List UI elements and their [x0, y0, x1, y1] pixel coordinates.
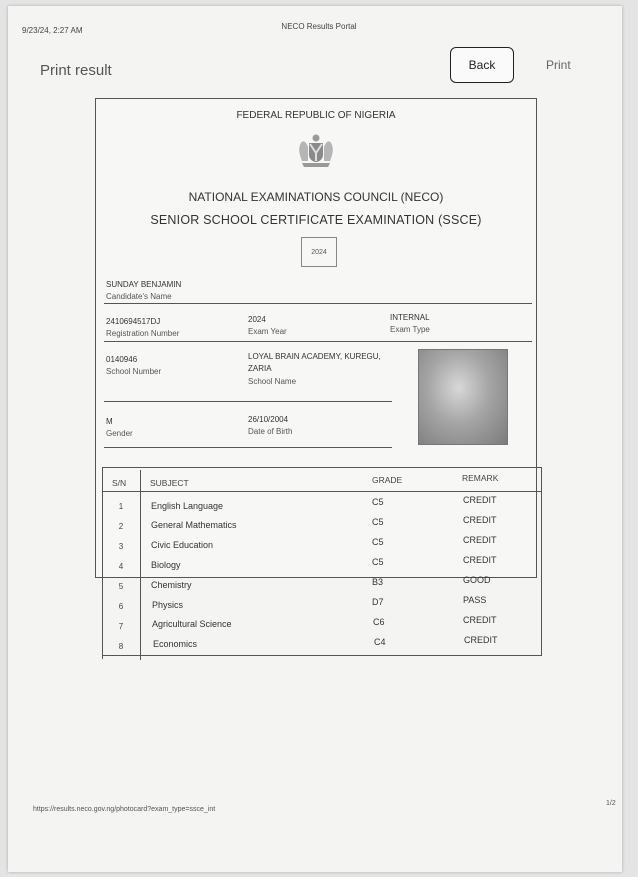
footer-url: https://results.neco.gov.ng/photocard?exam_type=ssce_int [33, 806, 216, 813]
row-subject: Civic Education [151, 540, 214, 550]
federal-republic-heading: FEDERAL REPUBLIC OF NIGERIA [236, 110, 396, 121]
row-grade: C5 [372, 557, 384, 567]
school-number-label: School Number [106, 367, 162, 376]
header-sn: S/N [112, 478, 127, 488]
school-name-line2: ZARIA [248, 364, 272, 373]
exam-year-badge: 2024 [301, 237, 337, 267]
registration-number-label: Registration Number [106, 329, 180, 338]
row-remark: CREDIT [463, 515, 497, 525]
row-grade: C5 [372, 537, 384, 547]
gender-label: Gender [106, 429, 133, 438]
registration-number: 2410694517DJ [106, 317, 161, 326]
row-sn: 1 [118, 502, 124, 511]
row-grade: C5 [372, 497, 384, 507]
row-subject: Physics [152, 600, 184, 610]
row-remark: CREDIT [463, 615, 497, 625]
divider-line [104, 401, 392, 402]
table-left-border [102, 467, 103, 659]
divider-line [104, 447, 392, 448]
exam-year-label: Exam Year [248, 327, 287, 336]
row-grade: B3 [372, 577, 384, 587]
row-grade: C5 [372, 517, 384, 527]
row-sn: 4 [118, 562, 124, 571]
header-grade: GRADE [372, 475, 403, 485]
council-heading: NATIONAL EXAMINATIONS COUNCIL (NECO) [188, 190, 444, 204]
table-header-line [102, 491, 542, 492]
exam-type-label: Exam Type [390, 325, 430, 334]
row-subject: English Language [151, 501, 224, 511]
candidate-photo [418, 349, 508, 445]
row-remark: CREDIT [463, 495, 497, 505]
row-sn: 8 [118, 642, 124, 651]
row-remark: CREDIT [464, 635, 498, 645]
row-sn: 7 [118, 622, 124, 631]
divider-line [104, 341, 532, 342]
row-sn: 2 [118, 522, 124, 531]
exam-heading: SENIOR SCHOOL CERTIFICATE EXAMINATION (SSCE) [150, 213, 482, 227]
candidate-name-label: Candidate's Name [106, 292, 172, 301]
school-name-label: School Name [248, 377, 297, 386]
row-remark: GOOD [463, 575, 491, 585]
row-grade: C6 [373, 617, 385, 627]
row-remark: CREDIT [463, 535, 497, 545]
row-sn: 5 [118, 582, 124, 591]
print-page-title: NECO Results Portal [281, 22, 357, 31]
row-subject: General Mathematics [151, 520, 237, 530]
school-number: 0140946 [106, 355, 138, 364]
print-button[interactable]: Print [546, 58, 571, 72]
date-of-birth-label: Date of Birth [248, 427, 293, 436]
footer-page-number: 1/2 [606, 800, 616, 807]
exam-type: INTERNAL [390, 313, 430, 322]
table-top-line [102, 467, 542, 468]
coat-of-arms-icon [296, 133, 336, 169]
row-remark: CREDIT [463, 555, 497, 565]
header-remark: REMARK [462, 473, 499, 483]
row-subject: Agricultural Science [152, 619, 232, 629]
sn-column-divider [140, 470, 141, 660]
row-subject: Biology [151, 560, 181, 570]
row-grade: D7 [372, 597, 384, 607]
row-subject: Economics [153, 639, 198, 649]
print-timestamp: 9/23/24, 2:27 AM [22, 26, 83, 35]
print-result-heading: Print result [40, 62, 112, 79]
candidate-name: SUNDAY BENJAMIN [106, 280, 182, 289]
table-right-border [541, 467, 542, 655]
divider-line [104, 303, 532, 304]
back-button[interactable]: Back [450, 47, 514, 83]
exam-year: 2024 [248, 315, 266, 324]
row-subject: Chemistry [151, 580, 192, 590]
row-grade: C4 [374, 637, 386, 647]
school-name-line1: LOYAL BRAIN ACADEMY, KUREGU, [248, 352, 381, 361]
header-subject: SUBJECT [150, 478, 189, 488]
row-remark: PASS [463, 595, 487, 605]
gender: M [106, 417, 113, 426]
row-sn: 3 [118, 542, 124, 551]
table-bottom-line [102, 655, 542, 656]
row-sn: 6 [118, 602, 124, 611]
date-of-birth: 26/10/2004 [248, 415, 289, 424]
